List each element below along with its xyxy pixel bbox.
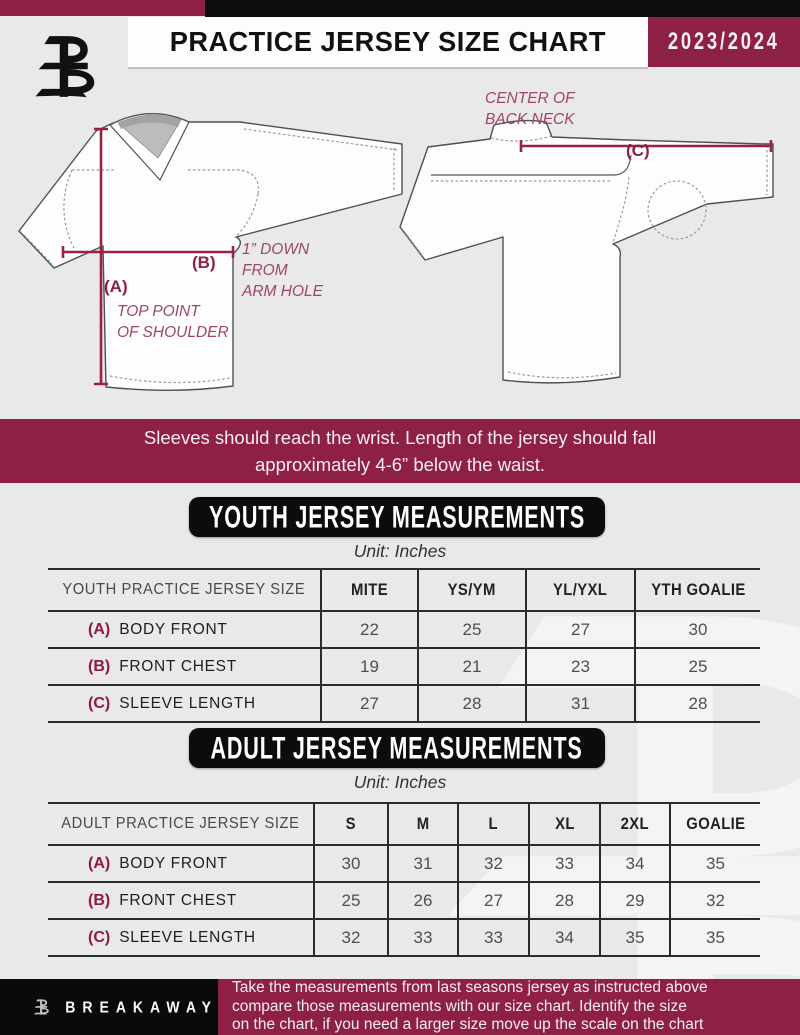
table-cell: 35 xyxy=(669,918,760,955)
measure-caption-c: CENTER OF BACK NECK xyxy=(485,90,575,128)
row-label: (C) SLEEVE LENGTH xyxy=(48,918,313,955)
table-header-cell: XL xyxy=(528,804,599,844)
table-cell: 28 xyxy=(417,684,525,721)
table-cell: 35 xyxy=(599,918,669,955)
table-cell: 34 xyxy=(599,844,669,881)
measure-caption-b: 1” DOWN FROM ARM HOLE xyxy=(242,241,323,300)
row-label: (C) SLEEVE LENGTH xyxy=(48,684,320,721)
table-cell: 32 xyxy=(669,881,760,918)
table-header-cell: GOALIE xyxy=(669,804,760,844)
footer-instructions xyxy=(218,979,800,1035)
adult-size-table xyxy=(48,802,760,957)
table-header-cell: MITE xyxy=(320,570,417,610)
row-label: (B) FRONT CHEST xyxy=(48,647,320,684)
table-cell: 33 xyxy=(457,918,528,955)
measure-label-b: (B) xyxy=(192,253,216,272)
table-cell: 34 xyxy=(528,918,599,955)
table-cell: 21 xyxy=(417,647,525,684)
table-header-cell: ADULT PRACTICE JERSEY SIZE xyxy=(61,815,300,832)
table-cell: 23 xyxy=(525,647,634,684)
table-cell: 25 xyxy=(417,610,525,647)
breakaway-b-logo-footer xyxy=(32,991,53,1023)
table-header-cell: M xyxy=(387,804,457,844)
adult-unit-label: Unit: Inches xyxy=(353,772,447,792)
table-cell: 31 xyxy=(387,844,457,881)
table-cell: 31 xyxy=(525,684,634,721)
table-header-cell: YTH GOALIE xyxy=(634,570,760,610)
table-cell: 27 xyxy=(525,610,634,647)
table-cell: 33 xyxy=(387,918,457,955)
fit-note-banner xyxy=(0,419,800,483)
measure-caption-a: TOP POINT OF SHOULDER xyxy=(117,303,229,341)
season-badge xyxy=(648,17,800,67)
table-cell: 32 xyxy=(457,844,528,881)
table-cell: 27 xyxy=(320,684,417,721)
table-header-cell: YS/YM xyxy=(417,570,525,610)
youth-unit-label: Unit: Inches xyxy=(353,541,447,561)
brand-name: BREAKAWAY xyxy=(65,997,218,1017)
table-cell: 35 xyxy=(669,844,760,881)
table-cell: 25 xyxy=(634,647,760,684)
table-header-cell: L xyxy=(457,804,528,844)
footer-note-line1: Take the measurements from last seasons jersey as instructed above xyxy=(232,979,708,997)
title-banner xyxy=(128,17,648,67)
top-maroon-strip xyxy=(0,0,205,16)
table-cell: 25 xyxy=(313,881,387,918)
footer-brand-block xyxy=(0,979,218,1035)
table-cell: 32 xyxy=(313,918,387,955)
table-header-cell: 2XL xyxy=(599,804,669,844)
fit-note-line2: approximately 4-6” below the waist. xyxy=(255,454,545,475)
back-jersey-diagram xyxy=(398,85,800,420)
top-black-strip xyxy=(205,0,800,17)
measure-label-c: (C) xyxy=(626,141,650,160)
footer-note-line2: compare those measurements with our size chart. Identify the size xyxy=(232,997,687,1015)
row-label: (B) FRONT CHEST xyxy=(48,881,313,918)
table-cell: 28 xyxy=(634,684,760,721)
table-header-cell: YL/YXL xyxy=(525,570,634,610)
row-label: (A) BODY FRONT xyxy=(48,610,320,647)
table-cell: 28 xyxy=(528,881,599,918)
table-cell: 27 xyxy=(457,881,528,918)
table-cell: 19 xyxy=(320,647,417,684)
adult-section-heading: ADULT JERSEY MEASUREMENTS xyxy=(189,728,605,768)
season-label: 2023/2024 xyxy=(668,27,780,55)
table-header-cell: S xyxy=(313,804,387,844)
table-cell: 22 xyxy=(320,610,417,647)
fit-note-line1: Sleeves should reach the wrist. Length of the jersey should fall xyxy=(143,427,657,448)
page-title: PRACTICE JERSEY SIZE CHART xyxy=(169,26,607,57)
row-label: (A) BODY FRONT xyxy=(48,844,313,881)
measure-label-a: (A) xyxy=(104,277,128,296)
table-cell: 26 xyxy=(387,881,457,918)
table-cell: 33 xyxy=(528,844,599,881)
youth-size-table xyxy=(48,568,760,723)
footer-note-line3: on the chart, if you need a larger size move up the scale on the chart xyxy=(232,1016,704,1034)
table-header-cell: YOUTH PRACTICE JERSEY SIZE xyxy=(62,581,306,598)
table-cell: 30 xyxy=(313,844,387,881)
table-cell: 29 xyxy=(599,881,669,918)
table-cell: 30 xyxy=(634,610,760,647)
youth-section-heading: YOUTH JERSEY MEASUREMENTS xyxy=(189,497,605,537)
